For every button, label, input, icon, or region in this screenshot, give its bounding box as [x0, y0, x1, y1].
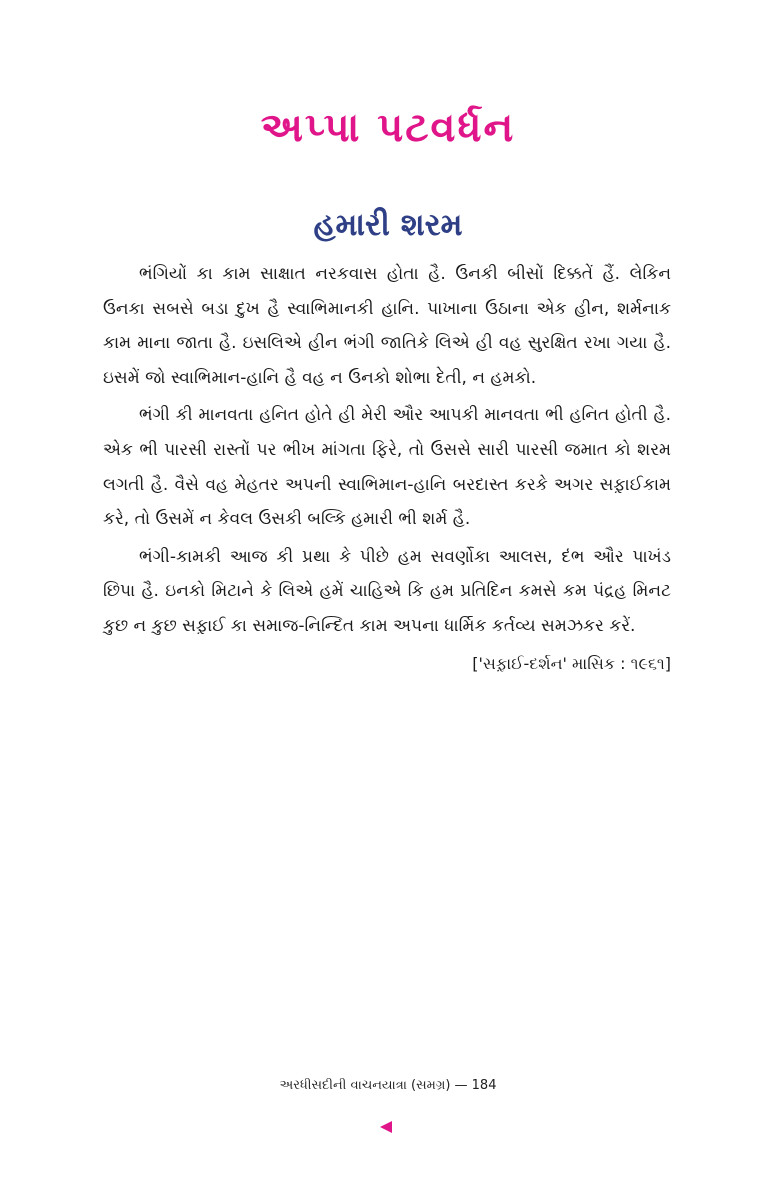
author-name: અપ્પા પટવર્ધન: [260, 105, 516, 151]
article-body: [103, 257, 671, 681]
source-citation: ['સફ઼ાઈ-દર્શન' માસિક : ૧૯૬૧]: [472, 653, 671, 673]
page-footer: અરધીસદીની વાચનયાત્રા (સમગ્ર) — 184: [279, 1078, 497, 1093]
paragraph: ભંગી કી માનવતા હનિત હોતે હી મેરી ઔર આપકી માનવતા ભી હનિત હોતી હૈ. એક ભી પારસી રાસ્તોં પર ભીખ માંગતા ફિરે, તો ઉસસે સારી પારસી જમાત કો શરમ લગતી હૈ. વૈસે વહ મેહતર અપની સ્વાભિમાન-હાનિ બરદાસ્ત કરકે અગર સફ઼ાઈકામ કરે, તો ઉસમેં ન કેવલ ઉસકી બલ્કિ હમારી ભી શર્મ હૈ.: [103, 405, 671, 530]
triangle-left-icon[interactable]: [380, 1121, 392, 1133]
paragraph: ભંગિયોં કા કામ સાક્ષાત નરકવાસ હોતા હૈ. ઉનકી બીસોં દિક્કતેં હૈં. લેકિન ઉનકા સબસે બડા દુખ હૈ સ્વાભિમાનકી હાનિ. પાખાના ઉઠાના એક હીન, શર્મનાક કામ માના જાતા હૈ. ઇસલિએ હીન ભંગી જાતિકે લિએ હી વહ સુરક્ષિત રખા ગયા હૈ. ઇસમેં જો સ્વાભિમાન-હાનિ હૈ વહ ન ઉનકો શોભા દેતી, ન હમકો.: [103, 264, 671, 388]
paragraph: ભંગી-કામકી આજ કી પ્રથા કે પીછે હમ સવર્ણોકા આલસ, દંભ ઔર પાખંડ છિપા હૈ. ઇનકો મિટાને કે લિએ હમેં ચાહિએ કિ હમ પ્રતિદિન કમસે કમ પંદ્રહ મિનટ કુછ ન કુછ સફ઼ાઈ કા સમાજ-નિન્દિત કામ અપના ધાર્મિક કર્તવ્ય સમઝકર કરેં.: [103, 546, 671, 636]
article-title: હમારી શરમ: [313, 207, 463, 243]
